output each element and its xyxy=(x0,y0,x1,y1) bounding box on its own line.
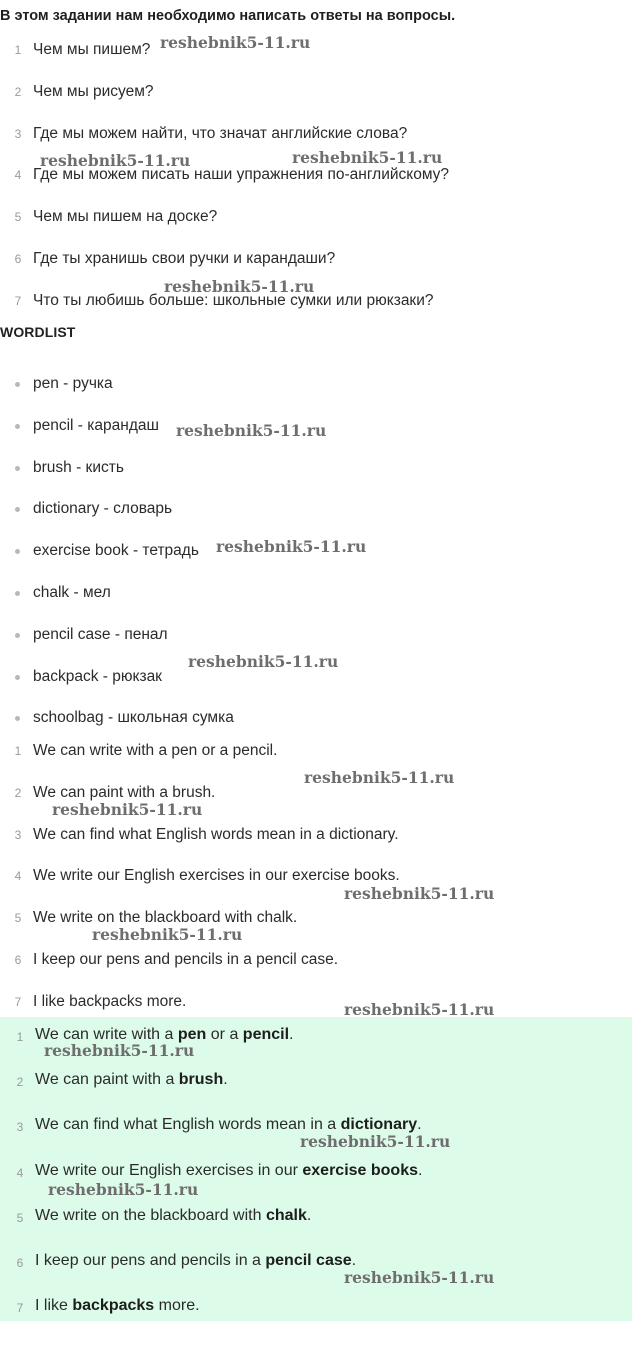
item-number: 1 xyxy=(14,744,22,758)
list-item xyxy=(0,207,632,249)
bullet-icon xyxy=(15,633,20,638)
list-item xyxy=(0,1206,632,1251)
list-item xyxy=(0,866,632,908)
word-entry: pen - ручка xyxy=(33,375,113,392)
watermark: reshebnik5-11.ru xyxy=(160,33,311,52)
list-item xyxy=(0,291,632,333)
question-text: Где мы можем найти, что значат английские слова? xyxy=(33,124,408,142)
watermark: reshebnik5-11.ru xyxy=(344,884,495,903)
list-item xyxy=(0,583,632,625)
list-item xyxy=(0,374,632,416)
word-entry: chalk - мел xyxy=(33,583,111,601)
bullet-icon xyxy=(15,466,20,471)
text-run: We write our English exercises in our xyxy=(35,1161,303,1179)
bold-term: pencil xyxy=(242,1026,290,1043)
question-text: Чем мы пишем на доске? xyxy=(33,208,218,226)
bold-term: pen xyxy=(177,1026,207,1043)
bullet-icon xyxy=(15,716,20,721)
word-entry: dictionary - словарь xyxy=(33,500,173,518)
text-run: I keep our pens and pencils in a xyxy=(35,1251,266,1269)
questions-list xyxy=(0,40,632,333)
item-number: 4 xyxy=(16,1165,24,1180)
item-number: 1 xyxy=(16,1030,24,1044)
answer-text: We write our English exercises in our exercise books. xyxy=(33,867,400,885)
bullet-icon xyxy=(15,382,20,387)
list-item xyxy=(0,165,632,207)
item-number: 2 xyxy=(14,84,22,99)
bullet-icon xyxy=(15,424,20,429)
watermark: reshebnik5-11.ru xyxy=(304,768,455,787)
bullet-icon xyxy=(15,507,20,512)
text-run: . xyxy=(351,1251,357,1269)
item-number: 7 xyxy=(16,1301,24,1316)
item-number: 2 xyxy=(14,785,22,800)
item-number: 6 xyxy=(14,251,22,266)
highlighted-answers-box xyxy=(0,1017,632,1321)
text-run: . xyxy=(223,1071,228,1089)
text-run: . xyxy=(418,1161,423,1179)
list-item xyxy=(0,82,632,124)
item-number: 2 xyxy=(16,1075,24,1090)
list-item xyxy=(0,950,632,992)
item-number: 3 xyxy=(14,126,22,141)
highlighted-answer-text xyxy=(35,1206,311,1226)
text-run: We write on the blackboard with xyxy=(35,1206,266,1224)
word-entry: pencil case - пенал xyxy=(33,625,168,643)
text-run: We can find what English words mean in a xyxy=(35,1116,341,1134)
answer-text: I keep our pens and pencils in a pencil case. xyxy=(33,950,339,968)
item-number: 3 xyxy=(16,1120,24,1135)
item-number: 5 xyxy=(16,1210,24,1225)
answer-text: We can paint with a brush. xyxy=(33,783,216,801)
answer-text: We can find what English words mean in a dictionary. xyxy=(33,825,399,843)
bold-term: chalk xyxy=(265,1206,307,1224)
watermark: reshebnik5-11.ru xyxy=(344,1268,495,1287)
watermark: reshebnik5-11.ru xyxy=(176,421,327,440)
item-number: 6 xyxy=(16,1255,24,1270)
bullet-icon xyxy=(15,675,20,680)
watermark: reshebnik5-11.ru xyxy=(48,1180,199,1199)
highlighted-answer-text xyxy=(35,1161,422,1181)
answer-text: We write on the blackboard with chalk. xyxy=(33,909,298,927)
list-item xyxy=(0,667,632,709)
watermark: reshebnik5-11.ru xyxy=(344,1000,495,1019)
item-number: 5 xyxy=(14,210,22,225)
question-text: Где ты хранишь свои ручки и карандаши? xyxy=(33,249,336,267)
text-run: more. xyxy=(154,1297,200,1315)
list-item xyxy=(0,249,632,291)
item-number: 4 xyxy=(14,168,22,183)
text-run: We can paint with a xyxy=(35,1071,179,1089)
watermark: reshebnik5-11.ru xyxy=(216,537,367,556)
text-run: . xyxy=(306,1206,312,1224)
list-item xyxy=(0,40,632,82)
watermark: reshebnik5-11.ru xyxy=(292,148,443,167)
watermark: reshebnik5-11.ru xyxy=(188,652,339,671)
intro-text: В этом задании нам необходимо написать ответы на вопросы. xyxy=(0,8,456,24)
bold-term: exercise books xyxy=(302,1161,418,1179)
bold-term: backpacks xyxy=(72,1297,155,1315)
bullet-icon xyxy=(15,549,20,554)
item-number: 3 xyxy=(14,827,22,842)
highlighted-answer-text xyxy=(35,1070,228,1090)
word-entry: brush - кисть xyxy=(33,458,124,476)
text-run: or a xyxy=(206,1026,243,1043)
watermark: reshebnik5-11.ru xyxy=(44,1041,195,1060)
text-run: We can write with a xyxy=(35,1026,178,1043)
watermark: reshebnik5-11.ru xyxy=(40,151,191,170)
bold-term: pencil case xyxy=(265,1251,352,1269)
word-entry: exercise book - тетрадь xyxy=(33,542,199,560)
list-item xyxy=(0,1251,632,1296)
list-item xyxy=(0,1070,632,1115)
list-item xyxy=(0,825,632,867)
question-text: Что ты любишь больше: школьные сумки или рюкзаки? xyxy=(33,291,434,309)
word-entry: backpack - рюкзак xyxy=(33,667,162,685)
question-text: Чем мы рисуем? xyxy=(33,82,154,100)
question-text: Где мы можем писать наши упражнения по-английскому? xyxy=(33,166,450,184)
list-item xyxy=(0,499,632,541)
text-run: . xyxy=(417,1116,422,1134)
highlighted-answer-text xyxy=(35,1296,200,1316)
answer-text: We can write with a pen or a pencil. xyxy=(33,742,278,759)
item-number: 4 xyxy=(14,869,22,884)
highlighted-answer-text xyxy=(35,1251,356,1271)
item-number: 1 xyxy=(14,43,22,57)
bold-term: brush xyxy=(178,1071,224,1089)
text-run: I like xyxy=(35,1297,73,1315)
text-run: . xyxy=(289,1026,294,1043)
bold-term: dictionary xyxy=(340,1116,418,1134)
question-text: Чем мы пишем? xyxy=(33,41,151,58)
word-entry: schoolbag - школьная сумка xyxy=(33,709,234,727)
item-number: 7 xyxy=(14,994,22,1009)
item-number: 6 xyxy=(14,952,22,967)
list-item xyxy=(0,1296,632,1341)
watermark: reshebnik5-11.ru xyxy=(52,800,203,819)
wordlist-heading: WORDLIST xyxy=(0,324,76,340)
bullet-icon xyxy=(15,591,20,596)
item-number: 5 xyxy=(14,911,22,926)
watermark: reshebnik5-11.ru xyxy=(164,277,315,296)
watermark: reshebnik5-11.ru xyxy=(92,925,243,944)
word-entry: pencil - карандаш xyxy=(33,416,159,434)
watermark: reshebnik5-11.ru xyxy=(300,1132,451,1151)
list-item xyxy=(0,458,632,500)
answer-text: I like backpacks more. xyxy=(33,992,187,1010)
item-number: 7 xyxy=(14,293,22,308)
